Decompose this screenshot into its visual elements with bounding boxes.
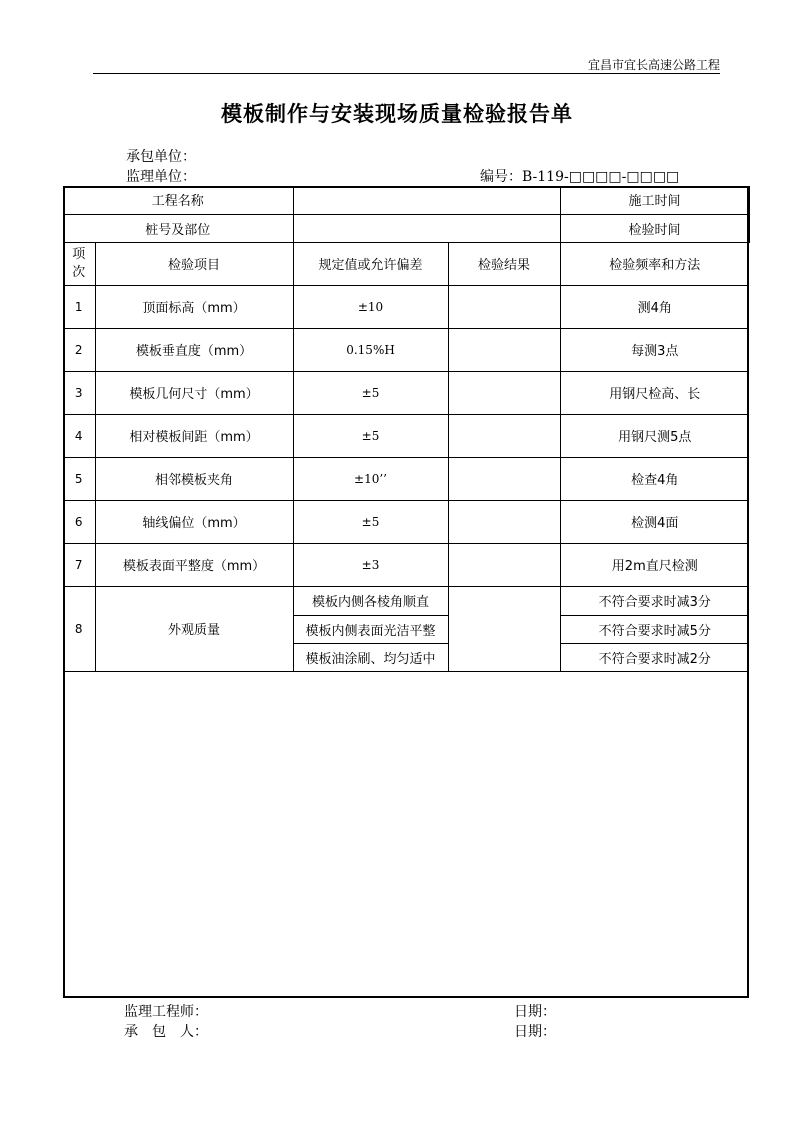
table-outer-border	[63, 186, 749, 998]
item-header: 检验项目	[95, 242, 293, 285]
appearance-penalty: 不符合要求时减5分	[560, 615, 749, 643]
row-method: 用钢尺测5点	[560, 414, 749, 457]
index-header-bottom: 次	[72, 264, 86, 280]
appearance-requirement: 模板内侧各棱角顺直	[293, 586, 448, 615]
inspection-time-label: 检验时间	[560, 214, 749, 242]
header-rule	[93, 73, 720, 74]
row-tolerance: 0.15%H	[293, 328, 448, 371]
method-header: 检验频率和方法	[560, 242, 749, 285]
row-tolerance: ±3	[293, 543, 448, 586]
row-method: 测4角	[560, 285, 749, 328]
index-header-top: 项	[72, 246, 86, 262]
row-method: 用2m直尺检测	[560, 543, 749, 586]
row-item: 相邻模板夹角	[95, 457, 293, 500]
serial-label: 编号：	[480, 169, 522, 185]
row-index: 7	[63, 543, 95, 586]
row-tolerance: ±5	[293, 500, 448, 543]
appearance-penalty: 不符合要求时减3分	[560, 586, 749, 615]
page-title: 模板制作与安装现场质量检验报告单	[221, 101, 573, 126]
row-item: 顶面标高（mm）	[95, 285, 293, 328]
row-index: 3	[63, 371, 95, 414]
row-item: 相对模板间距（mm）	[95, 414, 293, 457]
contractor-date-label: 日期：	[514, 1024, 556, 1040]
appearance-item: 外观质量	[95, 586, 293, 671]
serial-value: B-119-□□□□-□□□□	[522, 169, 680, 185]
construction-time-label: 施工时间	[560, 186, 749, 214]
contractor-unit-label: 承包单位：	[126, 149, 196, 165]
row-tolerance: ±5	[293, 371, 448, 414]
tolerance-header: 规定值或允许偏差	[293, 242, 448, 285]
engineer-label: 监理工程师：	[124, 1004, 208, 1020]
row-method: 用钢尺检高、长	[560, 371, 749, 414]
appearance-penalty: 不符合要求时减2分	[560, 643, 749, 671]
serial-number	[480, 166, 679, 186]
row-method: 检测4面	[560, 500, 749, 543]
supervisor-unit-label: 监理单位：	[126, 169, 196, 185]
row-index: 4	[63, 414, 95, 457]
row-method: 检查4角	[560, 457, 749, 500]
row-tolerance: ±5	[293, 414, 448, 457]
appearance-requirement: 模板油涂刷、均匀适中	[293, 643, 448, 671]
row-tolerance: ±10	[293, 285, 448, 328]
row-tolerance: ±10’’	[293, 457, 448, 500]
row-index: 6	[63, 500, 95, 543]
row-index: 2	[63, 328, 95, 371]
project-name-label: 工程名称	[63, 186, 293, 214]
engineer-date-label: 日期：	[514, 1004, 556, 1020]
row-item: 模板几何尺寸（mm）	[95, 371, 293, 414]
row-item: 模板表面平整度（mm）	[95, 543, 293, 586]
project-name-header: 宜昌市宜长高速公路工程	[587, 58, 720, 72]
appearance-index: 8	[63, 586, 95, 671]
row-method: 每测3点	[560, 328, 749, 371]
appearance-requirement: 模板内侧表面光洁平整	[293, 615, 448, 643]
result-header: 检验结果	[448, 242, 560, 285]
row-index: 1	[63, 285, 95, 328]
contractor-person-label: 承 包 人：	[124, 1024, 208, 1040]
row-item: 轴线偏位（mm）	[95, 500, 293, 543]
row-item: 模板垂直度（mm）	[95, 328, 293, 371]
station-label: 桩号及部位	[63, 214, 293, 242]
row-index: 5	[63, 457, 95, 500]
